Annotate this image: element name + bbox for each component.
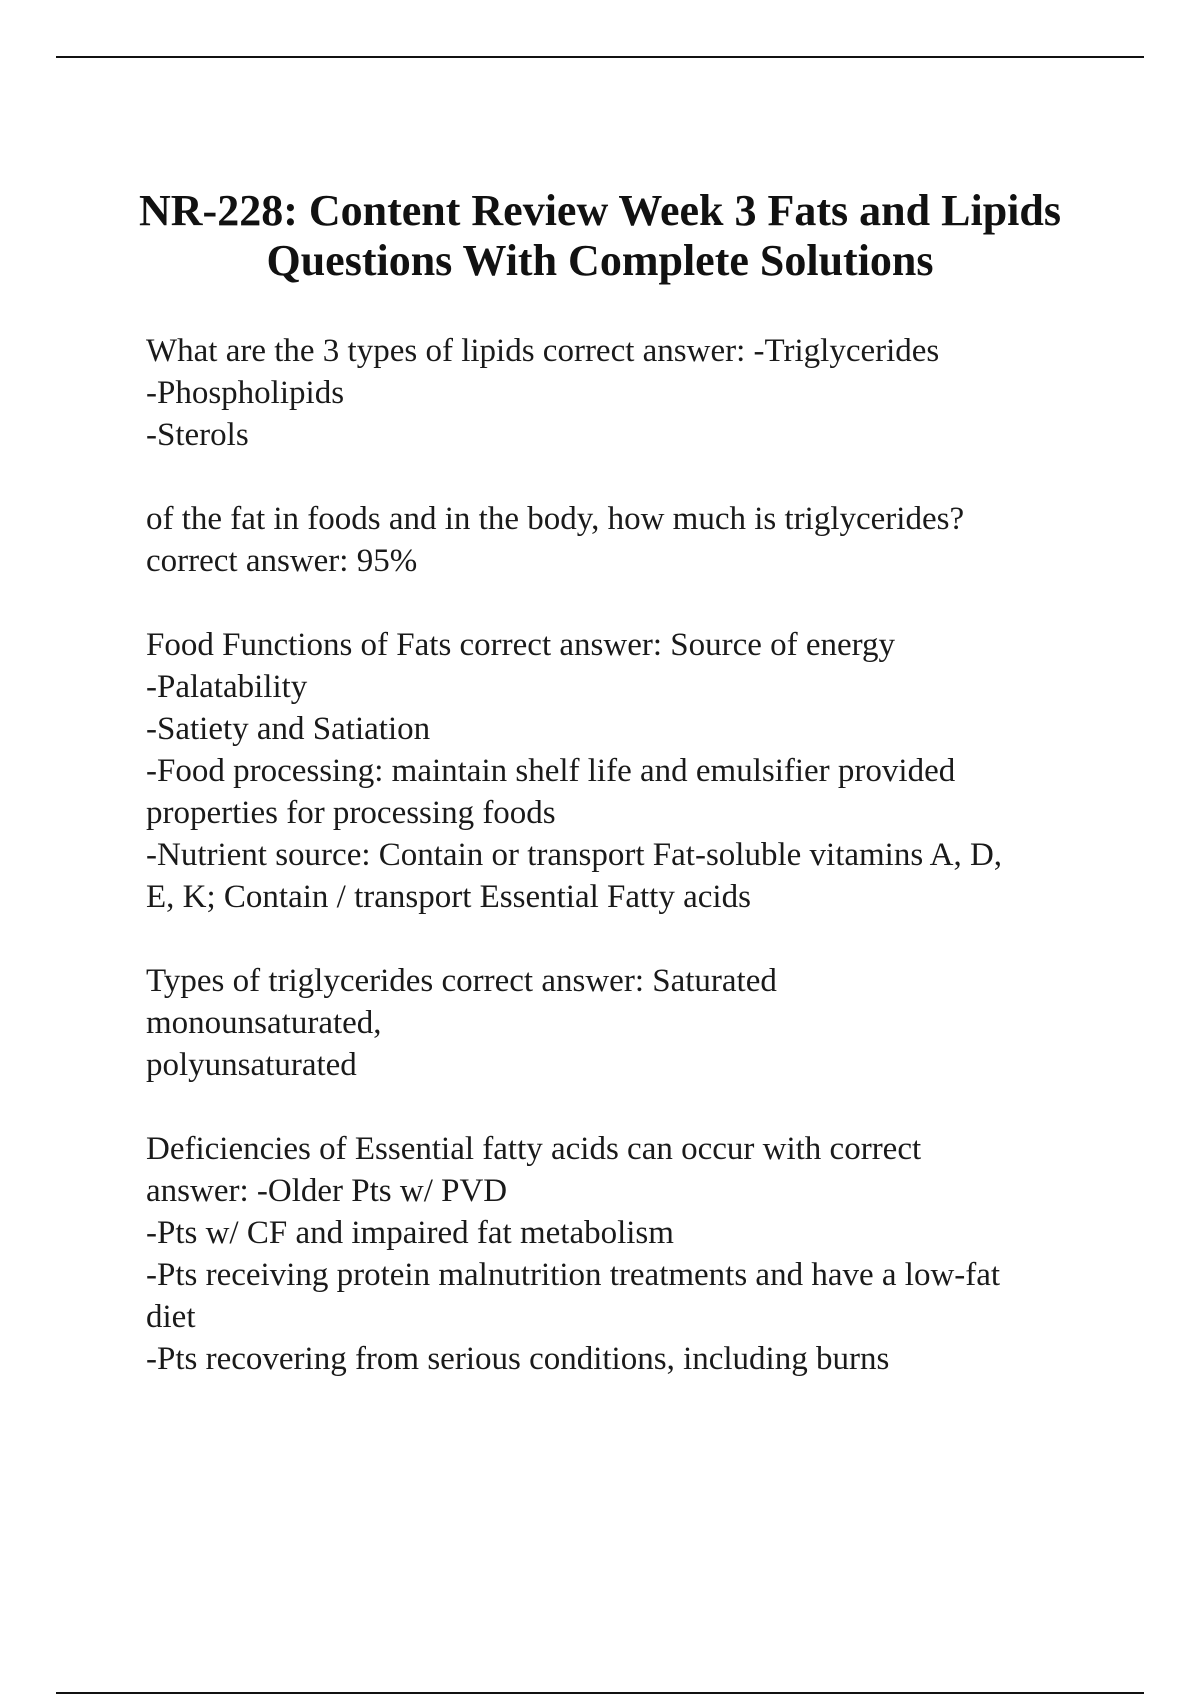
qa-line: -Pts receiving protein malnutrition treatments and have a low-fat [146, 1257, 1001, 1293]
qa-item-triglyceride-types [146, 960, 1106, 1086]
title-line: Questions With Complete Solutions [266, 236, 934, 285]
bottom-divider [56, 1692, 1144, 1694]
qa-line: -Pts recovering from serious conditions, including burns [146, 1341, 890, 1377]
qa-line: -Phospholipids [146, 375, 345, 411]
qa-item-lipid-types [146, 330, 1106, 456]
qa-line: -Pts w/ CF and impaired fat metabolism [146, 1215, 674, 1251]
qa-item-efa-deficiency [146, 1128, 1106, 1380]
qa-line: diet [146, 1299, 196, 1335]
document-body [146, 330, 1106, 1422]
qa-line: polyunsaturated [146, 1047, 357, 1083]
qa-item-triglyceride-share [146, 498, 1106, 582]
qa-line: E, K; Contain / transport Essential Fatty acids [146, 879, 751, 915]
qa-line: -Palatability [146, 669, 308, 705]
qa-line: -Satiety and Satiation [146, 711, 431, 747]
qa-line: Types of triglycerides correct answer: Saturated [146, 963, 777, 999]
qa-line: answer: -Older Pts w/ PVD [146, 1173, 508, 1209]
qa-line: -Sterols [146, 417, 249, 453]
qa-line: of the fat in foods and in the body, how much is triglycerides? [146, 501, 965, 537]
qa-item-food-functions [146, 624, 1106, 918]
qa-line: monounsaturated, [146, 1005, 382, 1041]
document-title [100, 186, 1100, 286]
title-line: NR-228: Content Review Week 3 Fats and Lipids [138, 186, 1061, 235]
qa-line: -Food processing: maintain shelf life and emulsifier provided [146, 753, 956, 789]
qa-line: -Nutrient source: Contain or transport Fat-soluble vitamins A, D, [146, 837, 1003, 873]
qa-line: Deficiencies of Essential fatty acids can occur with correct [146, 1131, 922, 1167]
qa-line: What are the 3 types of lipids correct answer: -Triglycerides [146, 333, 940, 369]
qa-line: correct answer: 95% [146, 543, 418, 579]
top-divider [56, 56, 1144, 58]
qa-line: properties for processing foods [146, 795, 556, 831]
qa-line: Food Functions of Fats correct answer: Source of energy [146, 627, 896, 663]
